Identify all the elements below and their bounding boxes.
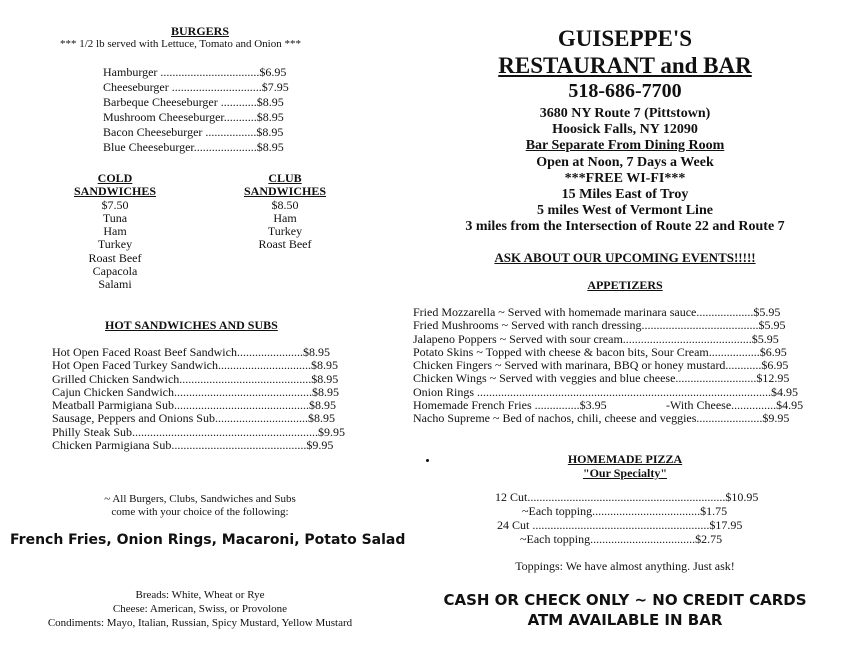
toppings-note: Toppings: We have almost anything. Just ask!: [515, 559, 735, 573]
burgers-note: *** 1/2 lb served with Lettuce, Tomato and Onion ***: [60, 38, 301, 50]
menu-item: Barbeque Cheeseburger ............$8.95: [103, 95, 284, 109]
hours-line: Open at Noon, 7 Days a Week: [536, 154, 714, 170]
directions-line: 3 miles from the Intersection of Route 22 and Route 7: [465, 219, 785, 235]
menu-item: Turkey: [267, 224, 303, 239]
bar-note: Bar Separate From Dining Room: [525, 138, 725, 154]
menu-item: Chicken Parmigiana Sub.............................................$9.95: [52, 439, 334, 453]
menu-item: Bacon Cheeseburger .................$8.95: [103, 125, 284, 139]
cold-sandwiches: [60, 172, 170, 292]
pizza-title: HOMEMADE PIZZA: [567, 452, 683, 466]
menu-item: Homemade French Fries ...............$3.95: [413, 399, 607, 413]
appetizers-list: [413, 306, 813, 426]
menu-item: Turkey: [97, 237, 133, 252]
menu-item: Nacho Supreme ~ Bed of nachos, chili, cheese and veggies......................$9.95: [413, 412, 790, 426]
phone-number: 518-686-7700: [568, 80, 682, 102]
sides-note-line: ~ All Burgers, Clubs, Sandwiches and Subs: [104, 493, 296, 505]
menu-item: -With Cheese...............$4.95: [666, 399, 804, 413]
condiments-line: Condiments: Mayo, Italian, Russian, Spicy Mustard, Yellow Mustard: [47, 617, 353, 629]
menu-item: Salami: [98, 277, 132, 292]
atm-line: ATM AVAILABLE IN BAR: [527, 611, 723, 629]
payment-note: [415, 590, 835, 630]
menu-item: Tuna: [102, 210, 128, 225]
restaurant-name-line2: RESTAURANT and BAR: [498, 53, 752, 78]
menu-item: Chicken Wings ~ Served with veggies and blue cheese...........................$12.95: [413, 372, 790, 386]
wifi-line: ***FREE WI-FI***: [564, 170, 686, 186]
menu-item: Cheeseburger ..............................$7.95: [103, 80, 289, 94]
menu-item: Jalapeno Poppers ~ Served with sour cream...........................................$5.95: [413, 332, 779, 346]
pizza-heading: [425, 452, 825, 480]
menu-item: $7.50: [101, 197, 129, 212]
events-banner: ASK ABOUT OUR UPCOMING EVENTS!!!!!: [494, 250, 756, 265]
hot-subs-heading: HOT SANDWICHES AND SUBS: [105, 318, 278, 332]
menu-item: ~Each topping....................................$1.75: [522, 504, 728, 518]
appetizers-heading: APPETIZERS: [587, 278, 663, 292]
hot-subs-list: [52, 346, 348, 452]
left-footer: [5, 588, 395, 630]
menu-item: Meatball Parmigiana Sub.............................................$8.95: [52, 399, 336, 413]
menu-item: 24 Cut ...........................................................$17.95: [497, 518, 743, 532]
breads-line: Breads: White, Wheat or Rye: [135, 589, 265, 601]
burgers-heading: BURGERS: [171, 24, 230, 38]
menu-item: 12 Cut..................................................................$10.95: [495, 490, 759, 504]
menu-item: Chicken Fingers ~ Served with marinara, BBQ or honey mustard............$6.95: [413, 359, 789, 373]
menu-item: Cajun Chicken Sandwich..............................................$8.95: [52, 385, 339, 399]
menu-item: Roast Beef: [258, 237, 312, 252]
menu-item: Capacola: [92, 264, 138, 279]
menu-item: Roast Beef: [88, 250, 142, 265]
menu-item: Philly Steak Sub..............................................................$9.95: [52, 425, 346, 439]
menu-item: Blue Cheeseburger.....................$8.95: [103, 140, 284, 154]
burgers-list: [103, 65, 303, 155]
menu-item: ~Each topping...................................$2.75: [520, 532, 723, 546]
club-sandwiches: [230, 172, 340, 252]
pizza-subtitle: "Our Specialty": [582, 466, 668, 480]
menu-item: Ham: [273, 210, 297, 225]
menu-item: $8.50: [271, 197, 299, 212]
cold-heading: COLD: [97, 171, 133, 185]
menu-item: Onion Rings ..................................................................................................$4.95: [413, 385, 799, 399]
menu-item: Fried Mozzarella ~ Served with homemade marinara sauce...................$5.95: [413, 306, 781, 319]
menu-item: Hamburger .................................$6.95: [103, 65, 287, 79]
menu-item: Fried Mushrooms ~ Served with ranch dressing.......................................$5.95: [413, 319, 786, 333]
sides-note-line: come with your choice of the following:: [111, 506, 289, 518]
sides-note: [60, 493, 340, 519]
restaurant-name: [425, 25, 825, 79]
address-line: Hoosick Falls, NY 12090: [552, 122, 698, 138]
pizza-list: [450, 490, 810, 546]
menu-item: Potato Skins ~ Topped with cheese & bacon bits, Sour Cream.................$6.95: [413, 345, 787, 359]
menu-item: Mushroom Cheeseburger...........$8.95: [103, 110, 284, 124]
menu-item: Sausage, Peppers and Onions Sub...............................$8.95: [52, 412, 335, 426]
directions-line: 15 Miles East of Troy: [561, 187, 689, 203]
club-heading: SANDWICHES: [243, 184, 327, 199]
club-heading: CLUB: [268, 171, 302, 185]
sides-list: French Fries, Onion Rings, Macaroni, Potato Salad: [10, 532, 406, 548]
menu-item: Hot Open Faced Roast Beef Sandwich......................$8.95: [52, 346, 330, 359]
address-line: 3680 NY Route 7 (Pittstown): [539, 106, 711, 121]
menu-item: Ham: [103, 224, 127, 239]
menu-item: Grilled Chicken Sandwich............................................$8.95: [52, 372, 339, 386]
restaurant-name-line1: GUISEPPE'S: [557, 26, 693, 51]
cold-heading: SANDWICHES: [73, 184, 157, 199]
restaurant-info: [425, 106, 825, 236]
fries-row: [413, 399, 813, 412]
payment-line: CASH OR CHECK ONLY ~ NO CREDIT CARDS: [443, 591, 807, 609]
menu-item: Hot Open Faced Turkey Sandwich...............................$8.95: [52, 359, 338, 373]
directions-line: 5 miles West of Vermont Line: [537, 203, 713, 219]
cheese-line: Cheese: American, Swiss, or Provolone: [112, 603, 288, 615]
